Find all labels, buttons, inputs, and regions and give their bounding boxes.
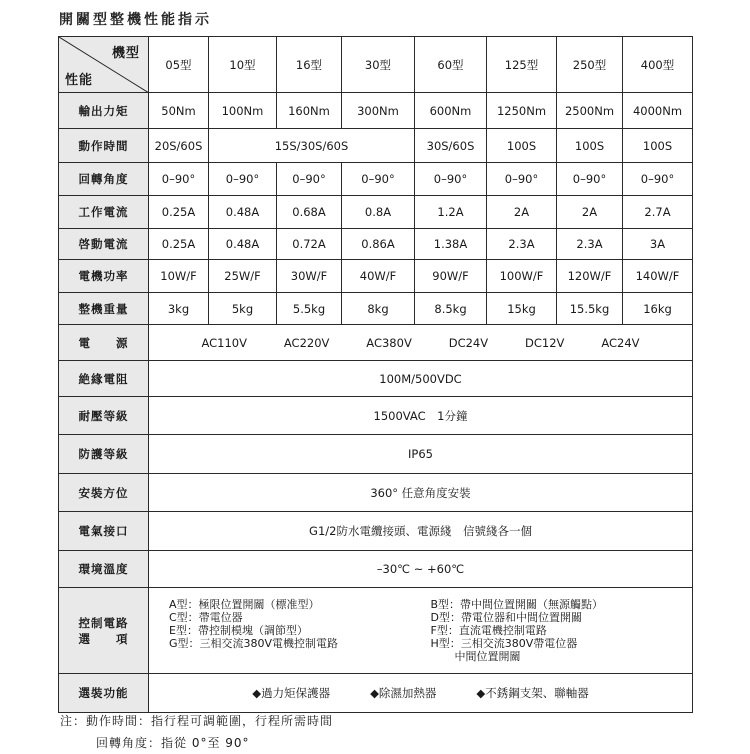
- table-row-insulation: [59, 361, 693, 397]
- table-row-angle: [59, 163, 693, 196]
- row-label: 啓動電流: [59, 229, 149, 260]
- control-option: E型：帶控制模塊（調節型）: [169, 624, 308, 637]
- model-header: 10型: [209, 37, 277, 93]
- cell: 0–90°: [415, 163, 487, 196]
- table-row-action-time: [59, 129, 693, 163]
- cell-merged: –30℃ ~ +60℃: [149, 551, 693, 588]
- row-label: 絶緣電阻: [59, 361, 149, 397]
- power-option: AC24V: [601, 335, 640, 350]
- power-option: AC110V: [201, 335, 247, 350]
- cell: 2.3A: [557, 229, 623, 260]
- table-row-torque: [59, 93, 693, 129]
- cell: 0.72A: [277, 229, 342, 260]
- control-label-line1: 控制電路: [78, 615, 129, 630]
- header-model-label: 機型: [111, 46, 140, 61]
- power-option: DC12V: [525, 335, 565, 350]
- control-option: G型：三相交流380V電機控制電路: [169, 637, 339, 650]
- cell: 1.38A: [415, 229, 487, 260]
- cell: 3kg: [149, 293, 209, 325]
- table-row-protection: [59, 435, 693, 474]
- cell: 0.68A: [277, 196, 342, 229]
- cell: 5.5kg: [277, 293, 342, 325]
- table-row-voltage: [59, 397, 693, 435]
- power-option: AC220V: [283, 335, 330, 350]
- table-row-start-current: [59, 229, 693, 260]
- row-label: 安裝方位: [59, 474, 149, 512]
- cell: 2.7A: [623, 196, 693, 229]
- table-row-motor-power: [59, 260, 693, 293]
- row-label: 防護等級: [59, 435, 149, 474]
- cell: 0–90°: [557, 163, 623, 196]
- row-label: 電機功率: [59, 260, 149, 293]
- cell-merged: 15S/30S/60S: [209, 129, 415, 163]
- cell: 1250Nm: [487, 93, 557, 129]
- cell: 2A: [487, 196, 557, 229]
- row-label: 輸出力矩: [59, 93, 149, 129]
- cell: 8kg: [342, 293, 415, 325]
- cell: 25W/F: [209, 260, 277, 293]
- cell: 50Nm: [149, 93, 209, 129]
- control-option: D型：帶電位器和中間位置開關: [430, 611, 582, 624]
- power-option: DC24V: [448, 335, 489, 350]
- header-corner-cell: [59, 37, 149, 93]
- control-option: 中間位置開關: [454, 650, 521, 663]
- model-header: 125型: [487, 37, 557, 93]
- cell: 5kg: [209, 293, 277, 325]
- footnote-angle: 回轉角度：指從 0°至 90°: [96, 736, 250, 750]
- table-row-temperature: [59, 551, 693, 588]
- control-options-cell: [149, 588, 693, 674]
- row-label: 工作電流: [59, 196, 149, 229]
- cell: 1.2A: [415, 196, 487, 229]
- row-label: 電 源: [59, 325, 149, 361]
- cell: 0.25A: [149, 229, 209, 260]
- option-item: ◆不銹鋼支架、聯軸器: [476, 686, 589, 700]
- cell: 0.48A: [209, 229, 277, 260]
- control-option: C型：帶電位器: [169, 611, 243, 624]
- table-row-weight: [59, 293, 693, 325]
- cell: 4000Nm: [623, 93, 693, 129]
- cell: 40W/F: [342, 260, 415, 293]
- control-label-line2: 選 項: [78, 631, 129, 646]
- cell: 2.3A: [487, 229, 557, 260]
- cell: 8.5kg: [415, 293, 487, 325]
- cell: 0.86A: [342, 229, 415, 260]
- model-header: 400型: [623, 37, 693, 93]
- cell: 160Nm: [277, 93, 342, 129]
- table-row-work-current: [59, 196, 693, 229]
- cell: 0–90°: [342, 163, 415, 196]
- cell: 100W/F: [487, 260, 557, 293]
- option-item: ◆除濕加熱器: [370, 686, 437, 700]
- cell: 0–90°: [149, 163, 209, 196]
- row-label: 選裝功能: [59, 674, 149, 713]
- control-option: H型：三相交流380V帶電位器: [430, 637, 578, 650]
- cell: 100Nm: [209, 93, 277, 129]
- cell: 0–90°: [209, 163, 277, 196]
- footnotes: [60, 710, 333, 754]
- option-item: ◆過力矩保護器: [252, 686, 331, 700]
- row-label: 動作時間: [59, 129, 149, 163]
- cell: 100S: [487, 129, 557, 163]
- row-label: [59, 588, 149, 674]
- cell: 140W/F: [623, 260, 693, 293]
- spec-table: [58, 36, 693, 713]
- row-label: 回轉角度: [59, 163, 149, 196]
- table-header-row: [59, 37, 693, 93]
- cell-merged: IP65: [149, 435, 693, 474]
- model-header: 250型: [557, 37, 623, 93]
- table-row-control: [59, 588, 693, 674]
- options-cell: [149, 674, 693, 713]
- cell: 20S/60S: [149, 129, 209, 163]
- cell: 30W/F: [277, 260, 342, 293]
- cell: 100S: [623, 129, 693, 163]
- page-title: 開關型整機性能指示: [59, 12, 212, 28]
- cell: 600Nm: [415, 93, 487, 129]
- control-option: A型：極限位置開關（標准型）: [169, 598, 320, 611]
- cell: 0.8A: [342, 196, 415, 229]
- control-option: B型：帶中間位置開關（無源觸點）: [430, 598, 604, 611]
- row-label: 整機重量: [59, 293, 149, 325]
- cell: 10W/F: [149, 260, 209, 293]
- cell: 0–90°: [277, 163, 342, 196]
- cell: 2A: [557, 196, 623, 229]
- row-label: 電氣接口: [59, 512, 149, 551]
- cell: 100S: [557, 129, 623, 163]
- cell: 2500Nm: [557, 93, 623, 129]
- cell: 120W/F: [557, 260, 623, 293]
- cell: 15.5kg: [557, 293, 623, 325]
- footnote-action-time: 注：動作時間：指行程可調範圍，行程所需時間: [60, 714, 334, 728]
- control-option: F型：直流電機控制電路: [430, 624, 547, 637]
- cell: 0–90°: [623, 163, 693, 196]
- cell-merged: 360° 任意角度安裝: [149, 474, 693, 512]
- table-row-options: [59, 674, 693, 713]
- cell-merged: G1/2防水電纜接頭、電源綫 信號綫各一個: [149, 512, 693, 551]
- row-label: 耐壓等級: [59, 397, 149, 435]
- cell: 15kg: [487, 293, 557, 325]
- cell: 30S/60S: [415, 129, 487, 163]
- cell: 0.48A: [209, 196, 277, 229]
- cell: 0.25A: [149, 196, 209, 229]
- control-option-spacer: [169, 650, 421, 663]
- cell-merged: 1500VAC 1分鐘: [149, 397, 693, 435]
- cell: 300Nm: [342, 93, 415, 129]
- cell: 90W/F: [415, 260, 487, 293]
- table-row-mounting: [59, 474, 693, 512]
- model-header: 16型: [277, 37, 342, 93]
- model-header: 60型: [415, 37, 487, 93]
- table-row-electrical: [59, 512, 693, 551]
- power-option: AC380V: [366, 335, 412, 350]
- table-row-power-source: [59, 325, 693, 361]
- cell-merged: 100M/500VDC: [149, 361, 693, 397]
- power-options-cell: [149, 325, 693, 361]
- model-header: 05型: [149, 37, 209, 93]
- model-header: 30型: [342, 37, 415, 93]
- header-perf-label: 性能: [65, 73, 94, 88]
- cell: 3A: [623, 229, 693, 260]
- row-label: 環境溫度: [59, 551, 149, 588]
- cell: 0–90°: [487, 163, 557, 196]
- cell: 16kg: [623, 293, 693, 325]
